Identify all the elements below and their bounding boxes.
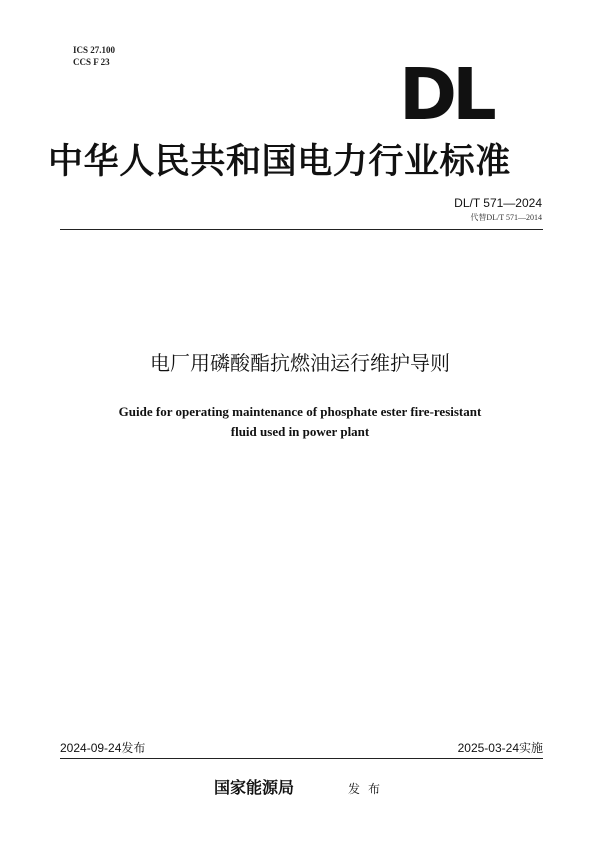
- title-english-line1: Guide for operating maintenance of phosphate ester fire-resistant: [118, 404, 482, 419]
- organization-title: 中华人民共和国电力行业标准: [48, 141, 511, 182]
- ics-code: ICS 27.100: [73, 45, 116, 55]
- bottom-divider: [60, 758, 543, 759]
- issue-date: 2024-09-24发布: [60, 741, 146, 755]
- ccs-code: CCS F 23: [73, 57, 110, 67]
- replaced-standard: 代替DL/T 571—2014: [470, 213, 542, 222]
- title-chinese: 电厂用磷酸酯抗燃油运行维护导则: [150, 351, 450, 375]
- dl-logo: DL: [399, 52, 492, 137]
- implementation-date: 2025-03-24实施: [457, 741, 543, 755]
- publish-label: 发布: [348, 782, 389, 796]
- publisher-name: 国家能源局: [214, 778, 295, 797]
- standard-number: DL/T 571—2024: [454, 196, 542, 210]
- top-divider: [60, 229, 543, 230]
- title-english-line2: fluid used in power plant: [230, 424, 370, 439]
